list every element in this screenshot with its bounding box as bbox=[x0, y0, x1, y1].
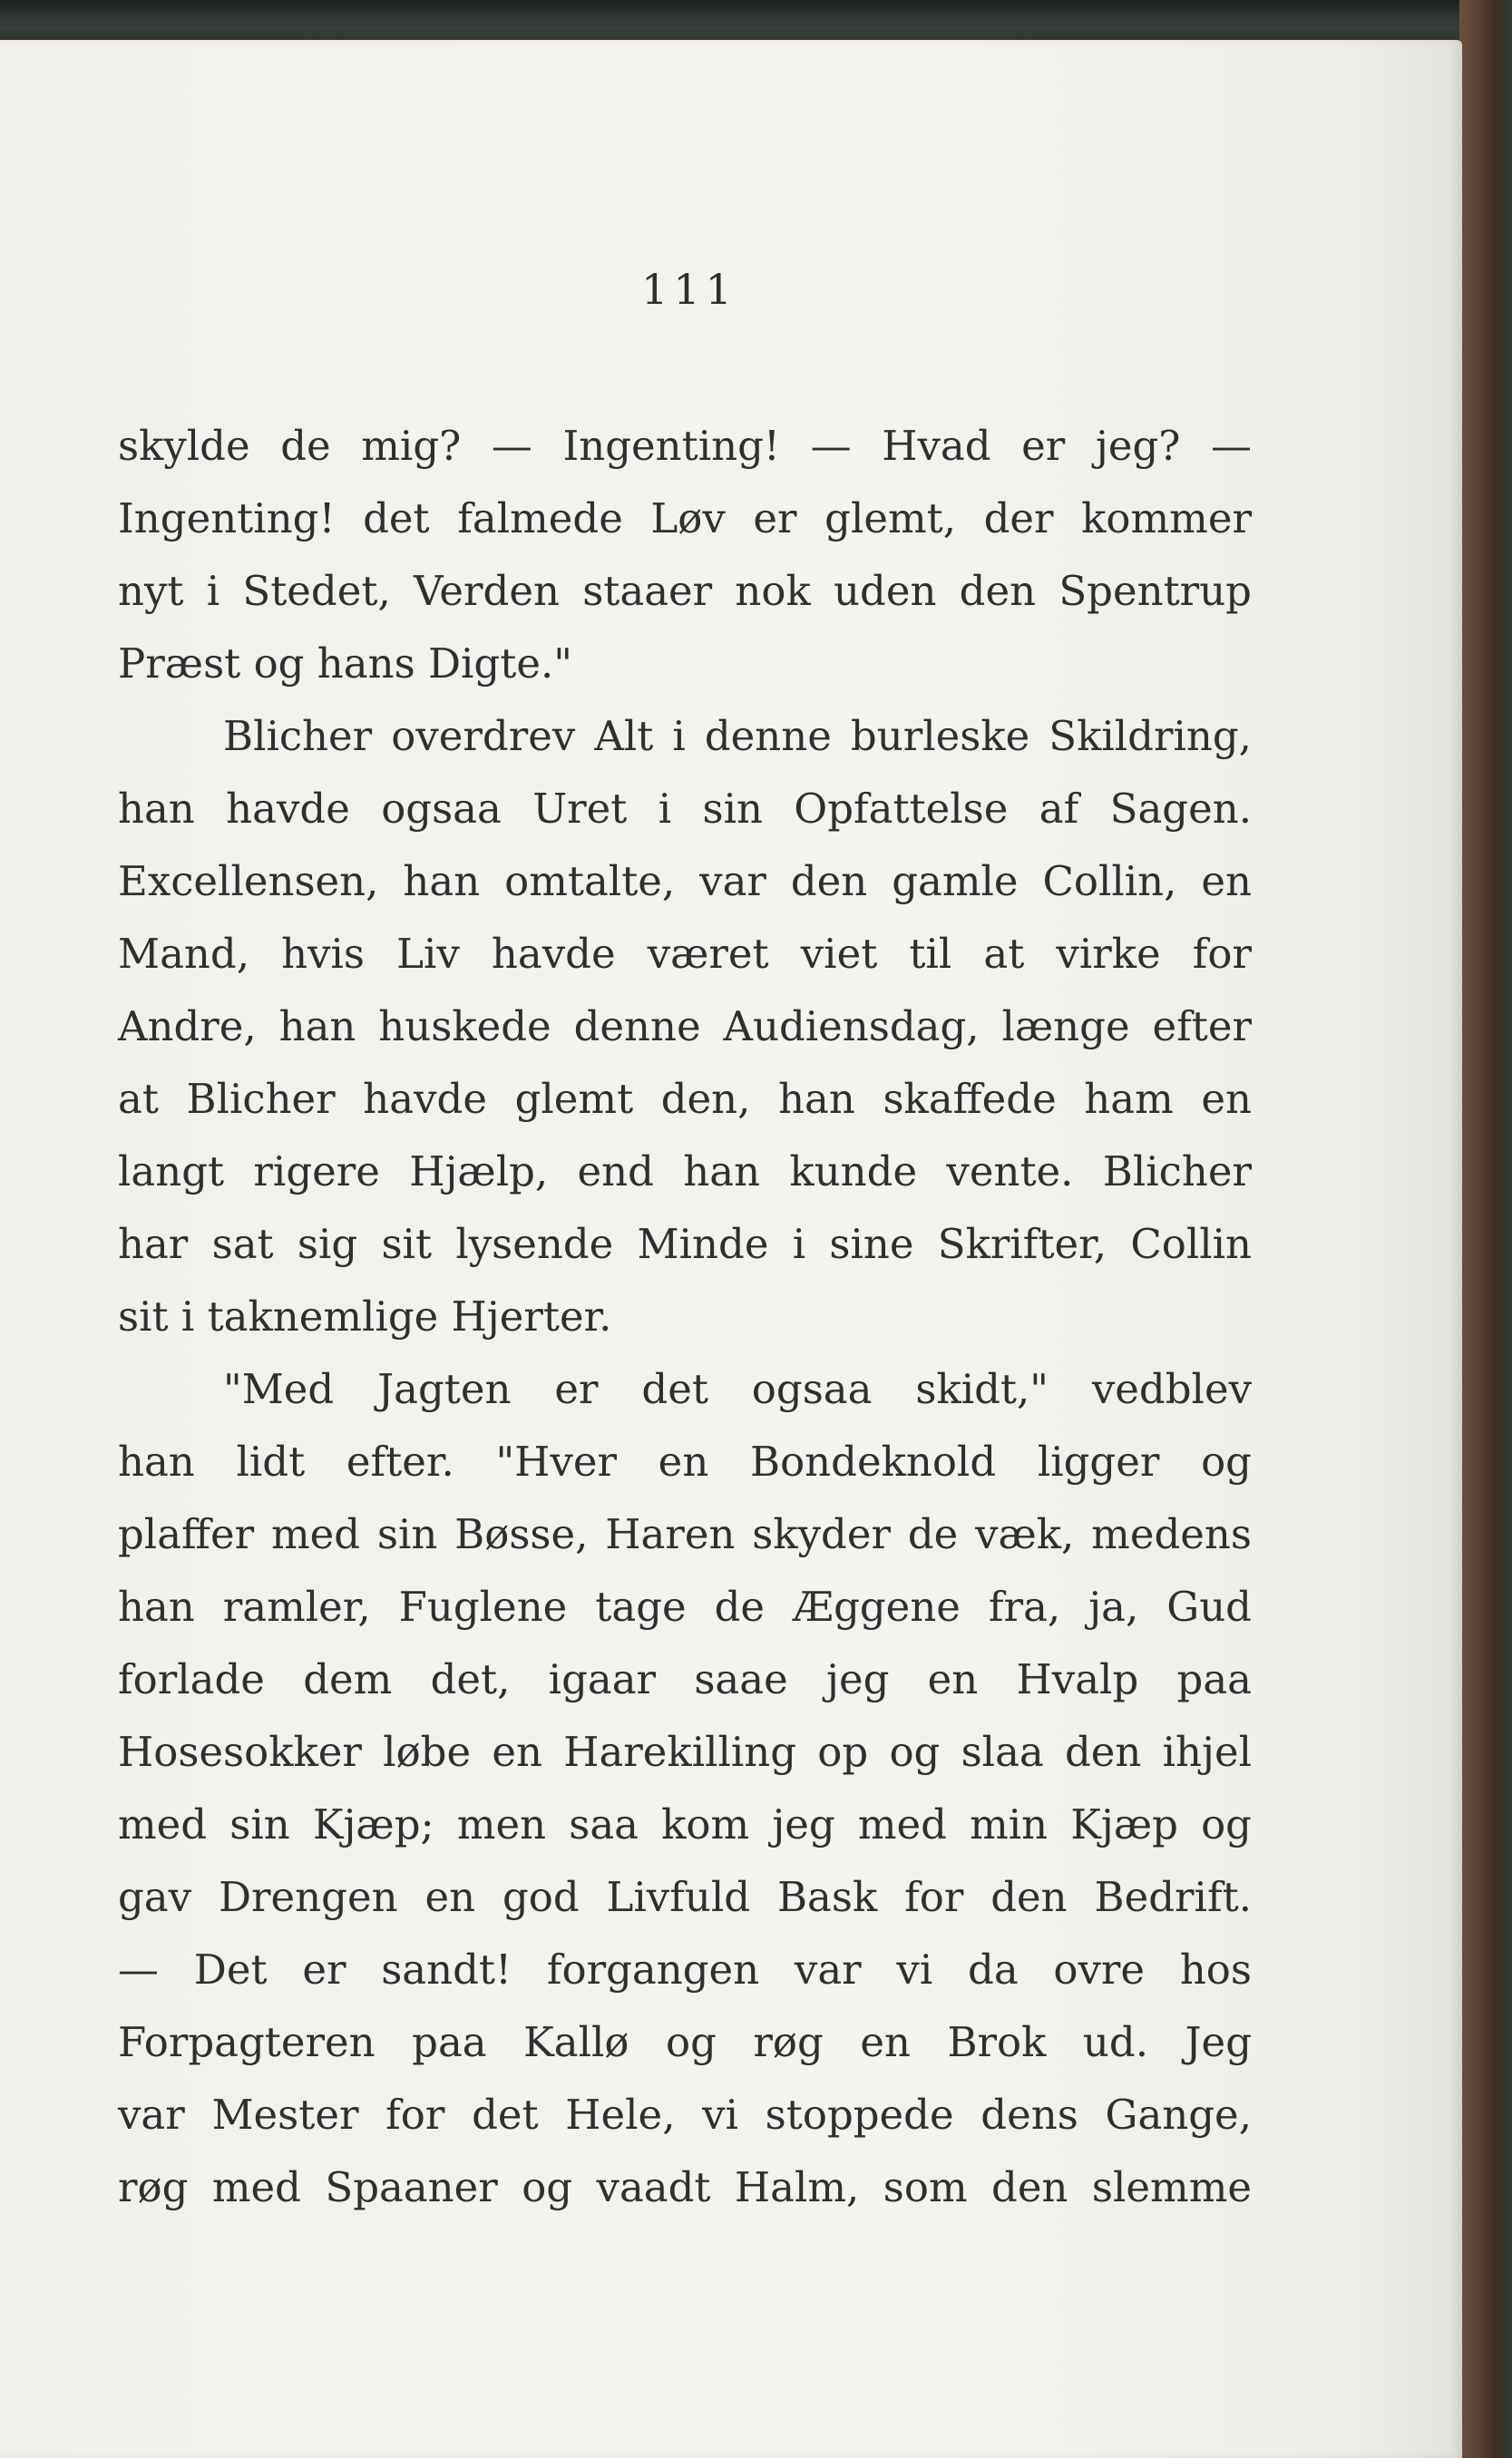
book-cover-edge-right bbox=[1459, 0, 1512, 2458]
text-line: Andre, han huskede denne Audiensdag, længe efter bbox=[118, 1002, 1252, 1050]
text-line: Mand, hvis Liv havde været viet til at virke for bbox=[118, 930, 1252, 978]
text-line: Forpagteren paa Kallø og røg en Brok ud. Jeg bbox=[118, 2018, 1252, 2066]
text-line: sit i taknemlige Hjerter. bbox=[118, 1292, 612, 1341]
text-line: — Det er sandt! forgangen var vi da ovre hos bbox=[118, 1946, 1252, 1994]
text-line: var Mester for det Hele, vi stoppede dens Gange, bbox=[118, 2091, 1252, 2139]
text-line: Blicher overdrev Alt i denne burleske Skildring, bbox=[223, 712, 1252, 760]
text-line: forlade dem det, igaar saae jeg en Hvalp paa bbox=[118, 1655, 1252, 1703]
text-line: med sin Kjæp; men saa kom jeg med min Kjæp og bbox=[118, 1800, 1252, 1848]
page-number: 111 bbox=[641, 265, 737, 314]
text-line: langt rigere Hjælp, end han kunde vente. Blicher bbox=[118, 1147, 1252, 1195]
text-line: gav Drengen en god Livfuld Bask for den Bedrift. bbox=[118, 1873, 1252, 1921]
text-line: plaffer med sin Bøsse, Haren skyder de væk, medens bbox=[118, 1510, 1252, 1558]
text-line: han ramler, Fuglene tage de Æggene fra, ja, Gud bbox=[118, 1583, 1252, 1631]
text-line: røg med Spaaner og vaadt Halm, som den slemme bbox=[118, 2163, 1252, 2211]
text-line: Præst og hans Digte." bbox=[118, 639, 572, 688]
text-line: Ingenting! det falmede Løv er glemt, der kommer bbox=[118, 494, 1252, 542]
text-line: han lidt efter. "Hver en Bondeknold ligger og bbox=[118, 1438, 1252, 1486]
page-text-block bbox=[118, 410, 1252, 2224]
text-line: har sat sig sit lysende Minde i sine Skrifter, Collin bbox=[118, 1220, 1252, 1268]
text-line: Excellensen, han omtalte, var den gamle Collin, en bbox=[118, 857, 1252, 905]
text-line: Hosesokker løbe en Harekilling op og slaa den ihjel bbox=[118, 1728, 1252, 1776]
book-cover-edge-top bbox=[0, 0, 1512, 45]
text-line: han havde ogsaa Uret i sin Opfattelse af Sagen. bbox=[118, 785, 1252, 833]
text-line: skylde de mig? — Ingenting! — Hvad er jeg? — bbox=[118, 422, 1252, 470]
text-line: at Blicher havde glemt den, han skaffede ham en bbox=[118, 1075, 1252, 1123]
text-line: "Med Jagten er det ogsaa skidt," vedblev bbox=[223, 1365, 1252, 1413]
book-page bbox=[0, 40, 1462, 2458]
text-line: nyt i Stedet, Verden staaer nok uden den Spentrup bbox=[118, 567, 1252, 615]
